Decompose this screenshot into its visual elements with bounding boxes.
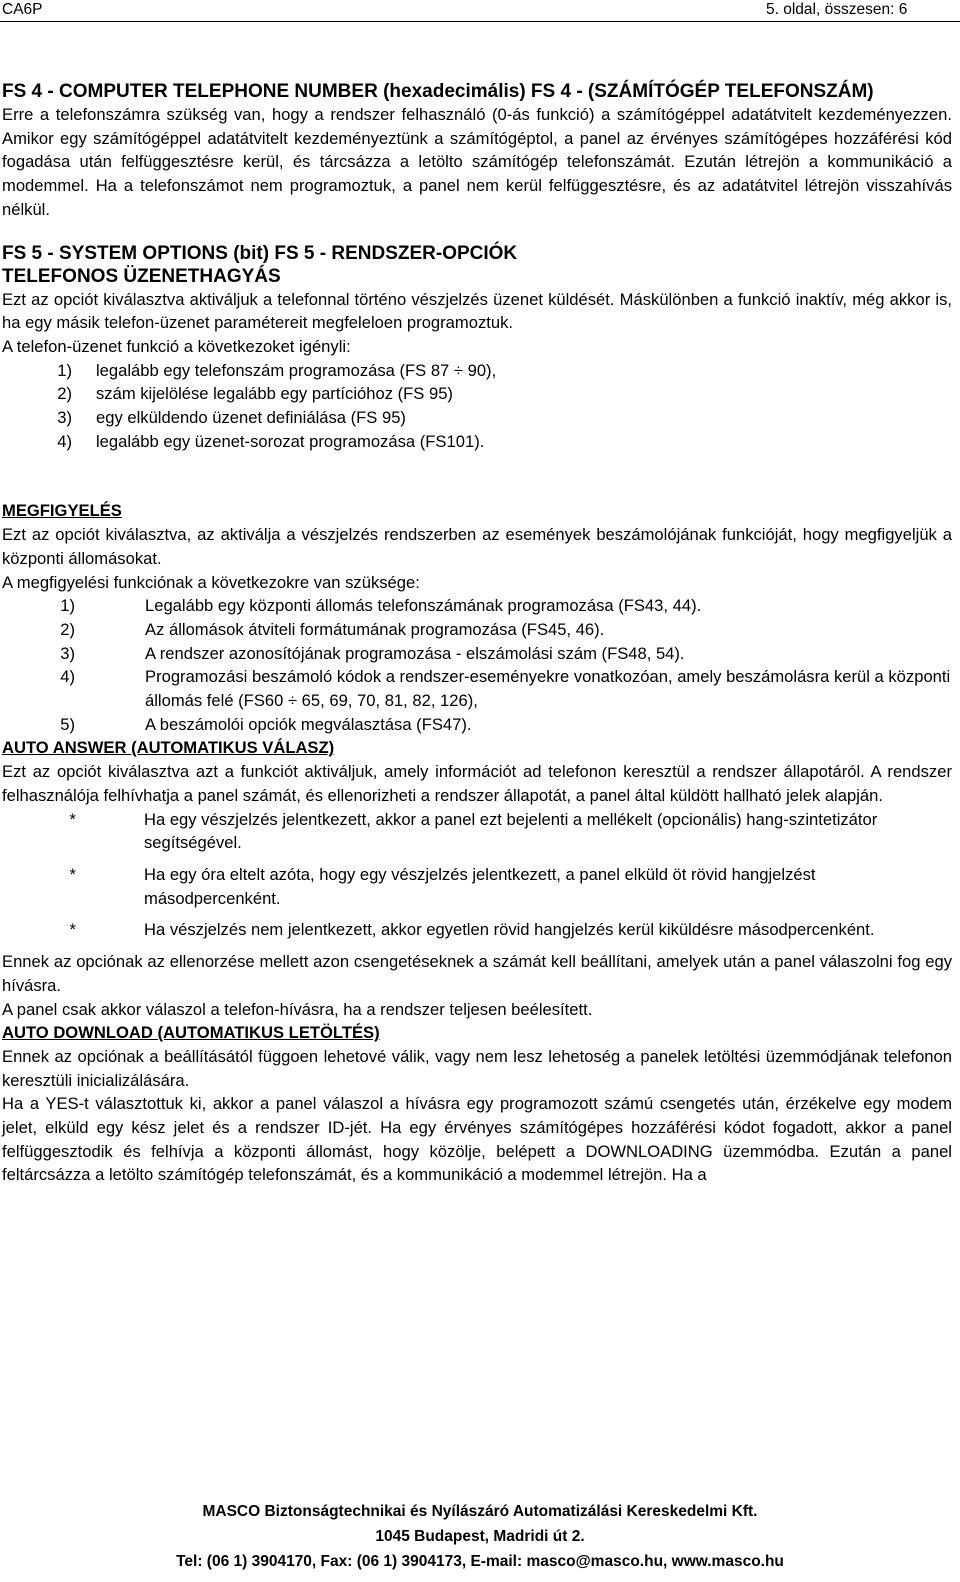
- list-item: 2) Az állomások átviteli formátumának programozása (FS45, 46).: [60, 619, 605, 639]
- auto-answer-after-1: Ennek az opciónak az ellenorzése mellett azon csengetéseknek a számát kell beállítani, amelyek után a panel válaszolni fog egy hívásra.: [2, 952, 952, 995]
- list-item: 4) Programozási beszámoló kódok a rendszer-eseményekre vonatkozóan, amely beszámolásra kerül a központi állomás felé (FS60 ÷ 65, 69, 70, 81, 82, 126),: [60, 667, 951, 711]
- page-footer: [0, 1499, 960, 1574]
- page-header: [0, 0, 960, 22]
- document-body: [2, 80, 952, 1187]
- fs4-body: Erre a telefonszámra szükség van, hogy a rendszer felhasználó (0-ás funkció) a számítógéppel adatátvitelt kezdeményezzen. Amikor egy számítógéppel adatátvitelt kezdeményeztünk a számítógéptol, a panel az érvényes számítógépes hozzáférési kód fogadása után felfüggesztésre kerül, és tárcsázza a letölto számítógép telefonszámát. Ezután létrejön a kommunikáció a modemmel. Ha a telefonszámot nem programoztuk, a panel nem kerül felfüggesztésre, és az adatátvitel létrejön visszahívás nélkül.: [2, 105, 952, 219]
- auto-answer-list: [2, 808, 952, 943]
- fs5-subtitle: TELEFONOS ÜZENETHAGYÁS: [2, 265, 281, 287]
- list-item: * Ha egy óra eltelt azóta, hogy egy vészjelzés jelentkezett, a panel elküld öt rövid hangjelzést másodpercenként.: [69, 864, 816, 908]
- doc-code: CA6P: [2, 1, 43, 18]
- list-item: 2) szám kijelölése legalább egy partícióhoz (FS 95): [57, 384, 453, 404]
- list-item: * Ha vészjelzés nem jelentkezett, akkor egyetlen rövid hangjelzés kerül kiküldésre másodpercenként.: [69, 920, 875, 940]
- list-item: 4) legalább egy üzenet-sorozat programozása (FS101).: [57, 431, 485, 451]
- spacer: [2, 453, 952, 499]
- fs4-title: FS 4 - COMPUTER TELEPHONE NUMBER (hexadecimális) FS 4 - (SZÁMÍTÓGÉP TELEFONSZÁM): [2, 81, 874, 102]
- list-item: 3) egy elküldendo üzenet definiálása (FS 95): [57, 408, 406, 428]
- fs5-title: FS 5 - SYSTEM OPTIONS (bit) FS 5 - RENDSZER-OPCIÓK: [2, 242, 518, 264]
- auto-answer-title: AUTO ANSWER (AUTOMATIKUS VÁLASZ): [2, 738, 335, 758]
- monitor-req-intro: A megfigyelési funkciónak a következokre van szüksége:: [2, 572, 420, 592]
- list-item: 5) A beszámolói opciók megválasztása (FS47).: [60, 714, 472, 734]
- list-item: * Ha egy vészjelzés jelentkezett, akkor a panel ezt bejelenti a mellékelt (opcionális) hang-szintetizátor segítségével.: [69, 809, 878, 853]
- fs5-req-intro: A telefon-üzenet funkció a következoket igényli:: [2, 336, 351, 356]
- auto-download-body-1: Ennek az opciónak a beállításától függoen lehetové válik, vagy nem lesz lehetoség a panelek letöltési üzemmódjának telefonon keresztüli inicializálására.: [2, 1046, 952, 1090]
- company-contact: Tel: (06 1) 3904170, Fax: (06 1) 3904173, E-mail: masco@masco.hu, www.masco.hu: [176, 1553, 784, 1570]
- monitor-req-list: [2, 594, 952, 736]
- fs5-req-list: [2, 359, 952, 454]
- auto-answer-after-2: A panel csak akkor válaszol a telefon-hívásra, ha a rendszer teljesen beélesített.: [2, 999, 593, 1019]
- list-item: 1) legalább egy telefonszám programozása (FS 87 ÷ 90),: [57, 360, 497, 380]
- company-name: MASCO Biztonságtechnikai és Nyílászáró Automatizálási Kereskedelmi Kft.: [202, 1503, 758, 1520]
- list-item: 3) A rendszer azonosítójának programozása - elszámolási szám (FS48, 54).: [60, 643, 685, 663]
- monitor-body: Ezt az opciót kiválasztva, az aktiválja a vészjelzés rendszerben az események beszámolójának funkcióját, hogy megfigyeljük a központi állomásokat.: [2, 525, 952, 568]
- fs5-body: Ezt az opciót kiválasztva aktiváljuk a telefonnal történo vészjelzés üzenet küldését. Máskülönben a funkció inaktív, még akkor is, ha egy másik telefon-üzenet paramétereit megfeleloen programoztuk.: [2, 289, 952, 333]
- page-number: 5. oldal, összesen: 6: [766, 1, 908, 18]
- list-item: 1) Legalább egy központi állomás telefonszámának programozása (FS43, 44).: [60, 596, 702, 616]
- monitor-title: MEGFIGYELÉS: [2, 501, 122, 521]
- spacer: [2, 222, 952, 242]
- company-address: 1045 Budapest, Madridi út 2.: [375, 1528, 585, 1545]
- auto-answer-body: Ezt az opciót kiválasztva azt a funkciót aktiváljuk, amely információt ad telefonon keresztül a rendszer állapotáról. A rendszer felhasználója felhívhatja a panel számát, és ellenorizheti a rendszer állapotát, a panel által küldött hallható jelek alapján.: [2, 762, 952, 805]
- auto-download-title: AUTO DOWNLOAD (AUTOMATIKUS LETÖLTÉS): [2, 1023, 380, 1043]
- auto-download-body-2: Ha a YES-t választottuk ki, akkor a panel válaszol a hívásra egy programozott számú csengetés után, érzékelve egy modem jelet, elküld egy kész jelet és a rendszer ID-jét. Ha egy érvényes számítógépes hozzáférési kódot fogadott, akkor a panel felfüggesztodik és felhívja a központi állomást, hogy közölje, belépett a DOWNLOADING üzemmódba. Ezután a panel feltárcsázza a letölto számítógép telefonszámát, és a kommunikáció a modemmel létrejön. Ha a: [2, 1094, 952, 1185]
